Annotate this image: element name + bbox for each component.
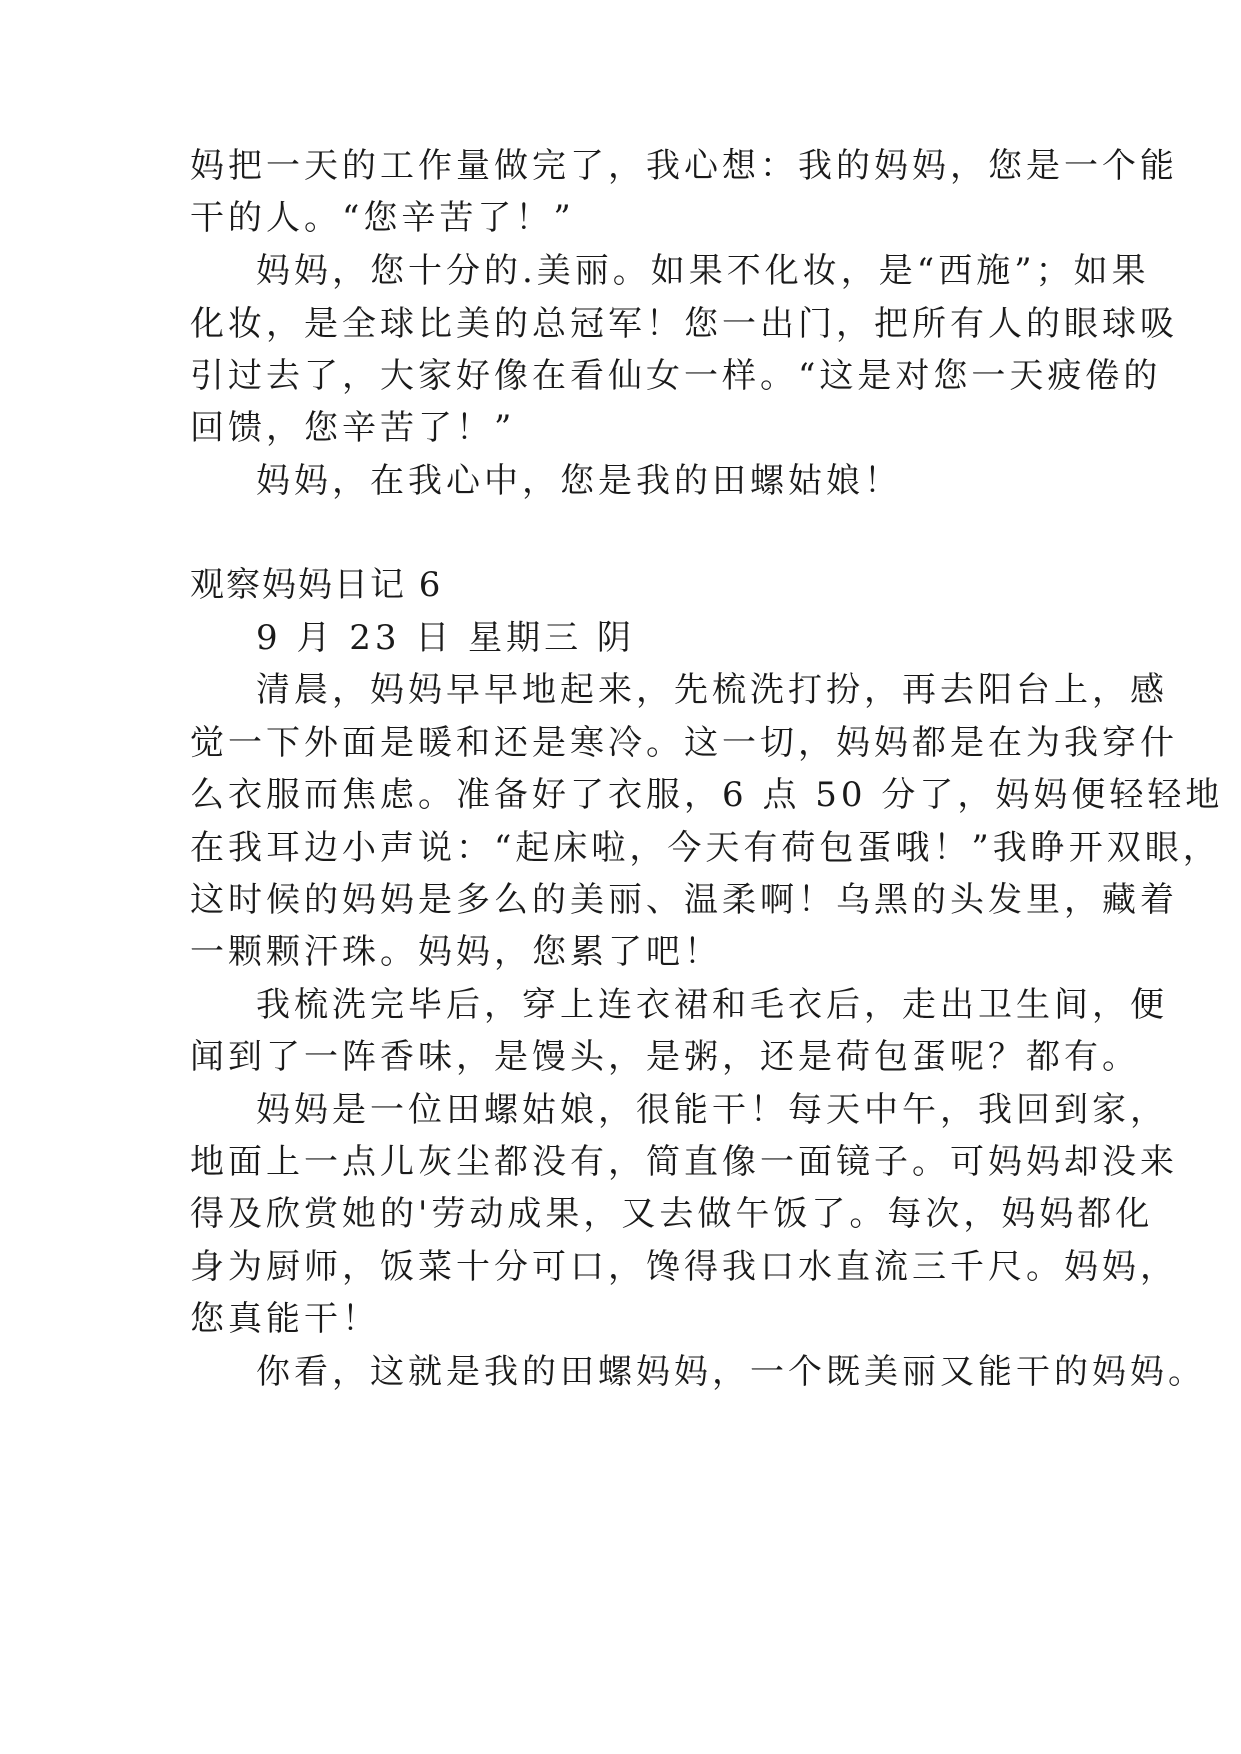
paragraph-line: 闻到了一阵香味，是馒头，是粥，还是荷包蛋呢？都有。: [190, 1037, 1140, 1077]
paragraph-line: 清晨，妈妈早早地起来，先梳洗打扮，再去阳台上，感: [256, 670, 1168, 710]
date-line: 9 月 23 日 星期三 阴: [256, 618, 635, 658]
paragraph-line: 妈妈，在我心中，您是我的田螺姑娘！: [256, 461, 902, 501]
paragraph-line: 妈妈是一位田螺姑娘，很能干！每天中午，我回到家，: [256, 1090, 1168, 1130]
paragraph-line: 得及欣赏她的'劳动成果，又去做午饭了。每次，妈妈都化: [190, 1194, 1154, 1234]
document-page: [190, 0, 1224, 1754]
paragraph-line: 您真能干！: [190, 1299, 380, 1339]
paragraph-line: 么衣服而焦虑。准备好了衣服，6 点 50 分了，妈妈便轻轻地: [190, 775, 1224, 815]
paragraph-line: 妈妈，您十分的.美丽。如果不化妆，是“西施”；如果: [256, 251, 1150, 291]
paragraph-line: 引过去了，大家好像在看仙女一样。“这是对您一天疲倦的: [190, 356, 1162, 396]
paragraph-line: 觉一下外面是暖和还是寒冷。这一切，妈妈都是在为我穿什: [190, 723, 1178, 763]
paragraph-line: 妈把一天的工作量做完了，我心想：我的妈妈，您是一个能: [190, 146, 1178, 186]
paragraph-line: 在我耳边小声说：“起床啦，今天有荷包蛋哦！”我睁开双眼，: [190, 828, 1221, 868]
paragraph-line: 地面上一点儿灰尘都没有，简直像一面镜子。可妈妈却没来: [190, 1142, 1178, 1182]
paragraph-line: 你看，这就是我的田螺妈妈，一个既美丽又能干的妈妈。: [256, 1352, 1206, 1392]
paragraph-line: 回馈，您辛苦了！”: [190, 408, 516, 448]
paragraph-line: 我梳洗完毕后，穿上连衣裙和毛衣后，走出卫生间，便: [256, 985, 1168, 1025]
paragraph-line: 干的人。“您辛苦了！”: [190, 198, 575, 238]
paragraph-line: 身为厨师，饭菜十分可口，馋得我口水直流三千尺。妈妈，: [190, 1247, 1178, 1287]
paragraph-line: 这时候的妈妈是多么的美丽、温柔啊！乌黑的头发里，藏着: [190, 880, 1178, 920]
paragraph-line: 一颗颗汗珠。妈妈，您累了吧！: [190, 932, 722, 972]
section-title: 观察妈妈日记 6: [190, 565, 443, 605]
paragraph-line: 化妆，是全球比美的总冠军！您一出门，把所有人的眼球吸: [190, 304, 1178, 344]
